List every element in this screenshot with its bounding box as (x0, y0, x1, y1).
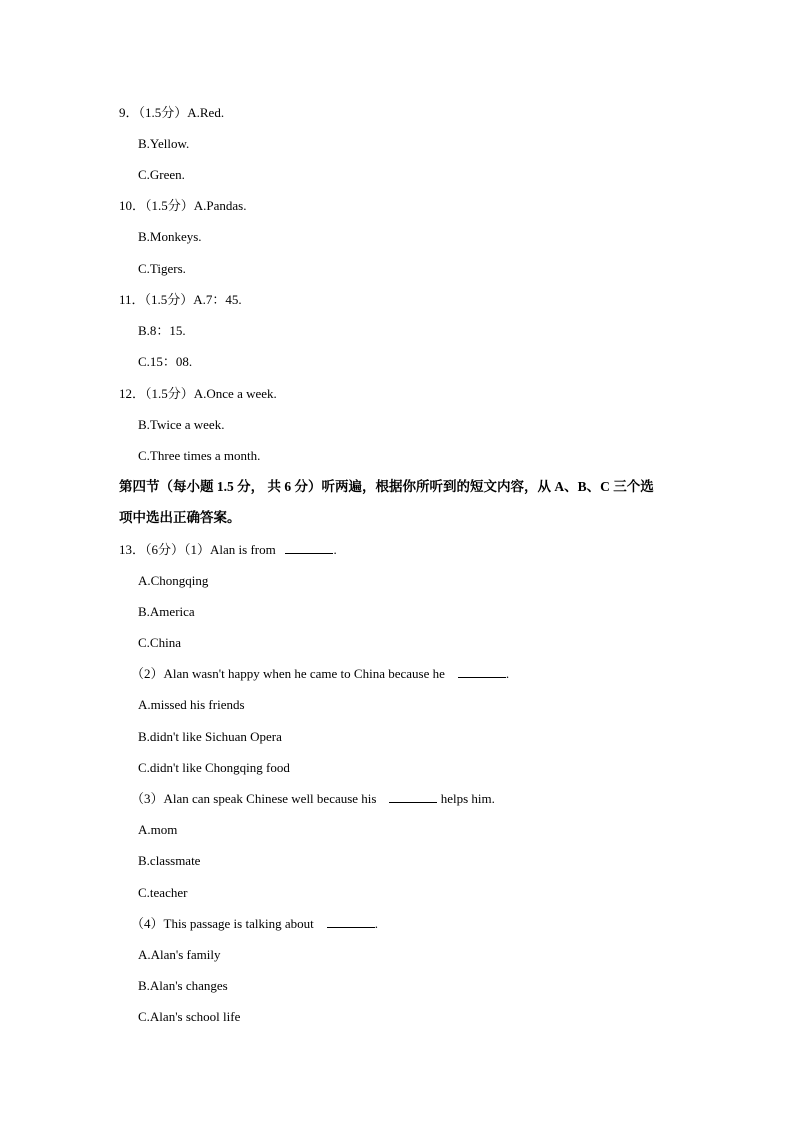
q13-2-stem-text: （2）Alan wasn't happy when he came to China because he (131, 666, 445, 681)
q13-1-option-a: A.Chongqing (138, 573, 209, 588)
question-10-option-c: C.Tigers. (138, 261, 186, 276)
q13-3-option-a: A.mom (138, 822, 178, 837)
section-4-heading-line1: 第四节（每小题 1.5 分， 共 6 分）听两遍，根据你所听到的短文内容，从 A、B、C 三个选 (119, 479, 654, 494)
q13-4-option-b: B.Alan's changes (138, 978, 228, 993)
q13-1-option-c: C.China (138, 635, 181, 650)
q13-1-option-b: B.America (138, 604, 195, 619)
question-10-option-b: B.Monkeys. (138, 229, 202, 244)
q13-4-stem-text: （4）This passage is talking about (131, 916, 314, 931)
q13-2-stem-end: . (505, 666, 510, 681)
q13-2-option-b: B.didn't like Sichuan Opera (138, 729, 282, 744)
question-9-option-c: C.Green. (138, 167, 185, 182)
q13-3-stem-text: （3）Alan can speak Chinese well because his (131, 791, 377, 806)
q13-2-option-c: C.didn't like Chongqing food (138, 760, 290, 775)
question-12-option-c: C.Three times a month. (138, 448, 261, 463)
question-13-stem-text: 13．（6分）（1）Alan is from (119, 542, 276, 557)
q13-2-stem (131, 665, 509, 683)
section-4-heading-line2: 项中选出正确答案。 (119, 510, 241, 525)
question-9-stem: 9．（1.5分）A.Red. (119, 105, 225, 120)
q13-3-stem-end: helps him. (437, 791, 495, 806)
q13-2-option-a: A.missed his friends (138, 697, 245, 712)
question-11-stem: 11．（1.5分）A.7：45. (119, 292, 242, 307)
q13-4-option-a: A.Alan's family (138, 947, 221, 962)
q13-4-stem-end: . (374, 916, 378, 931)
answer-blank (285, 542, 333, 554)
question-11-option-b: B.8：15. (138, 323, 186, 338)
answer-blank (458, 666, 506, 678)
q13-4-option-c: C.Alan's school life (138, 1009, 241, 1024)
question-13-stem (119, 541, 337, 559)
question-12-stem: 12．（1.5分）A.Once a week. (119, 386, 277, 401)
q13-3-stem (131, 790, 495, 808)
question-12-option-b: B.Twice a week. (138, 417, 225, 432)
q13-3-option-c: C.teacher (138, 885, 188, 900)
question-13-stem-end: . (333, 542, 337, 557)
q13-3-option-b: B.classmate (138, 853, 201, 868)
question-11-option-c: C.15：08. (138, 354, 193, 369)
question-9-option-b: B.Yellow. (138, 136, 190, 151)
answer-blank (389, 791, 437, 803)
q13-4-stem (131, 915, 378, 933)
answer-blank (327, 916, 375, 928)
question-10-stem: 10．（1.5分）A.Pandas. (119, 198, 247, 213)
